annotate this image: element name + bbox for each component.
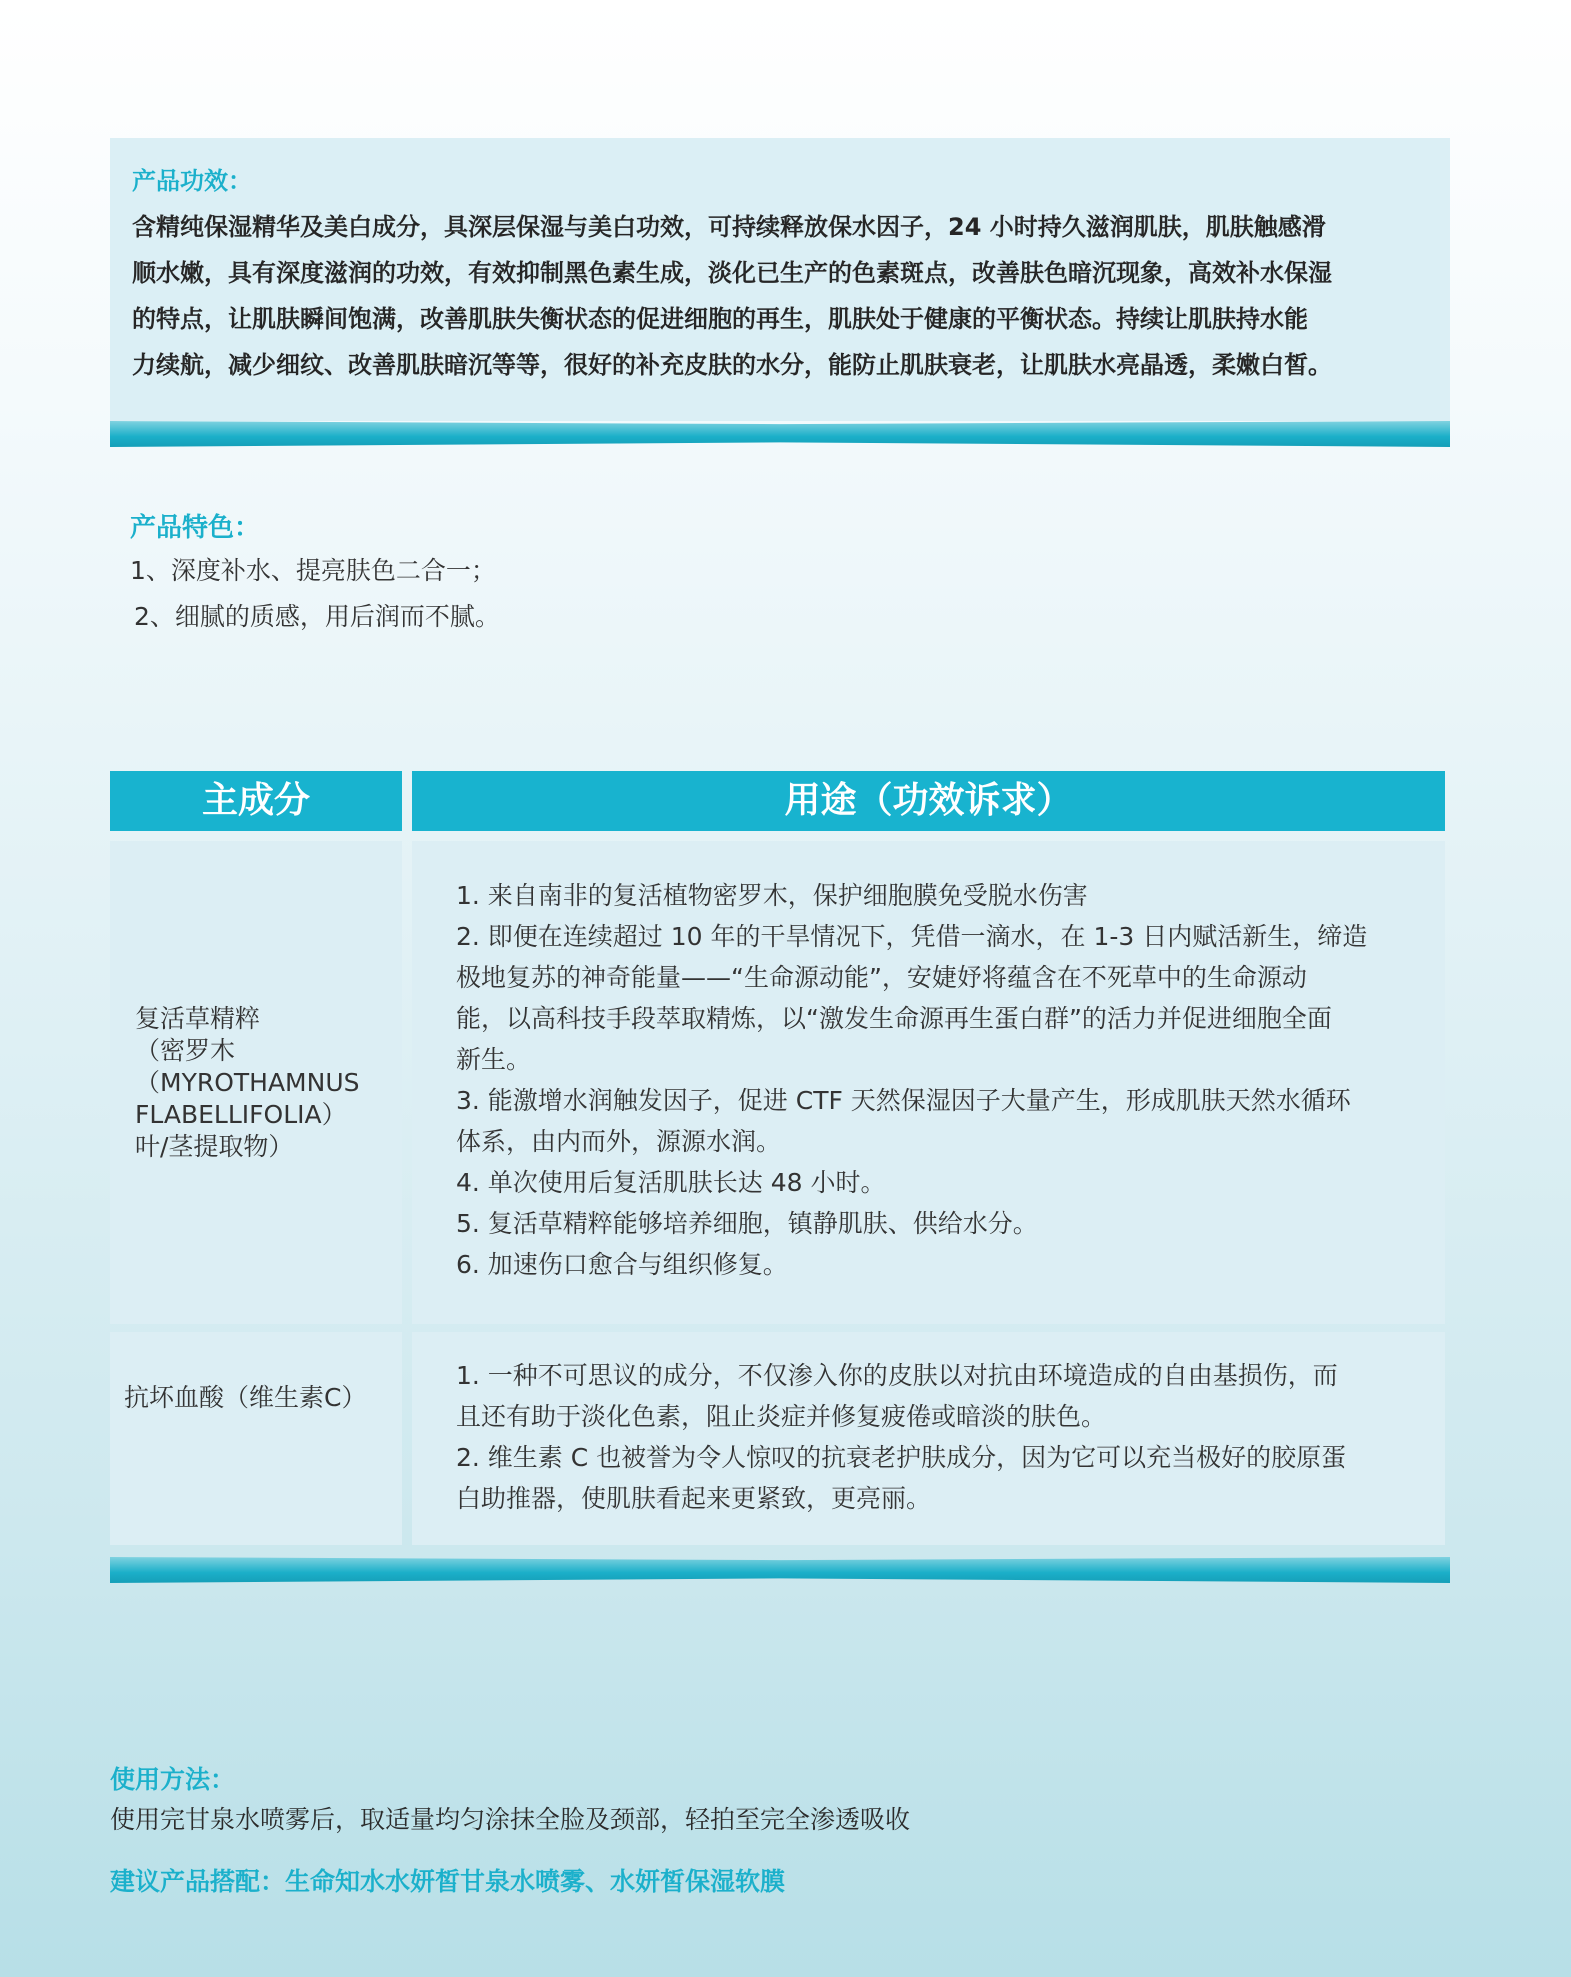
decorative-band (110, 1557, 1450, 1583)
table-header-ingredient: 主成分 (110, 771, 402, 831)
pairing-recommendation: 建议产品搭配：生命知水水妍皙甘泉水喷雾、水妍皙保湿软膜 (110, 1867, 786, 1896)
efficacy-text (132, 204, 1428, 388)
efficacy-line: 顺水嫩，具有深度滋润的功效，有效抑制黑色素生成，淡化已生产的色素斑点，改善肤色暗沉现象，高效补水保湿 (132, 259, 1332, 287)
usage-line: 2. 即便在连续超过 10 年的干旱情况下，凭借一滴水，在 1-3 日内赋活新生，缔造 (456, 922, 1368, 951)
ingredient-name-line: 叶/茎提取物） (135, 1131, 294, 1161)
ingredient-name-line: FLABELLIFOLIA） (135, 1099, 347, 1129)
table-cell-usage (412, 841, 1445, 1324)
table-cell-ingredient (110, 841, 402, 1324)
feature-item: 1、深度补水、提亮肤色二合一； (130, 556, 496, 585)
usage-section (110, 1760, 910, 1840)
usage-line: 1. 来自南非的复活植物密罗木，保护细胞膜免受脱水伤害 (456, 881, 1088, 910)
ingredient-name (135, 1003, 360, 1163)
usage-line: 4. 单次使用后复活肌肤长达 48 小时。 (456, 1168, 886, 1197)
usage-line: 能，以高科技手段萃取精炼，以“激发生命源再生蛋白群”的活力并促进细胞全面 (456, 1004, 1332, 1033)
ingredient-name: 抗坏血酸（维生素C） (124, 1383, 367, 1412)
table-cell-ingredient (110, 1332, 402, 1545)
usage-line: 且还有助于淡化色素，阻止炎症并修复疲倦或暗淡的肤色。 (456, 1402, 1107, 1431)
usage-line: 3. 能激增水润触发因子，促进 CTF 天然保湿因子大量产生，形成肌肤天然水循环 (456, 1086, 1351, 1115)
efficacy-section (110, 138, 1450, 421)
usage-line: 极地复苏的神奇能量——“生命源动能”，安婕妤将蕴含在不死草中的生命源动 (456, 963, 1307, 992)
table-header-usage: 用途（功效诉求） (412, 771, 1445, 831)
ingredient-name-line: （MYROTHAMNUS (135, 1067, 360, 1097)
table-cell-usage (412, 1332, 1445, 1545)
efficacy-heading: 产品功效： (132, 167, 252, 195)
usage-text: 使用完甘泉水喷雾后，取适量均匀涂抹全脸及颈部，轻拍至完全渗透吸收 (110, 1805, 911, 1834)
usage-line: 新生。 (456, 1045, 532, 1074)
usage-line: 1. 一种不可思议的成分，不仅渗入你的皮肤以对抗由环境造成的自由基损伤，而 (456, 1361, 1338, 1390)
usage-heading: 使用方法： (110, 1765, 236, 1794)
efficacy-line: 力续航，减少细纹、改善肌肤暗沉等等，很好的补充皮肤的水分，能防止肌肤衰老，让肌肤水亮晶透，柔嫩白皙。 (132, 351, 1332, 379)
features-section (130, 508, 500, 640)
ingredient-name-line: （密罗木 (135, 1035, 236, 1065)
usage-line: 5. 复活草精粹能够培养细胞，镇静肌肤、供给水分。 (456, 1209, 1038, 1238)
feature-item: 2、细腻的质感，用后润而不腻。 (134, 602, 500, 631)
usage-line: 白助推器，使肌肤看起来更紧致，更亮丽。 (456, 1484, 932, 1513)
efficacy-line: 的特点，让肌肤瞬间饱满，改善肌肤失衡状态的促进细胞的再生，肌肤处于健康的平衡状态。持续让肌肤持水能 (132, 305, 1308, 333)
decorative-band (110, 421, 1450, 447)
ingredient-name-line: 复活草精粹 (135, 1003, 261, 1033)
efficacy-line: 含精纯保湿精华及美白成分，具深层保湿与美白功效，可持续释放保水因子，24 小时持久滋润肌肤，肌肤触感滑 (132, 213, 1326, 241)
features-heading: 产品特色： (130, 513, 261, 543)
usage-line: 2. 维生素 C 也被誉为令人惊叹的抗衰老护肤成分，因为它可以充当极好的胶原蛋 (456, 1443, 1347, 1472)
usage-line: 6. 加速伤口愈合与组织修复。 (456, 1250, 788, 1279)
usage-line: 体系，由内而外，源源水润。 (456, 1127, 782, 1156)
